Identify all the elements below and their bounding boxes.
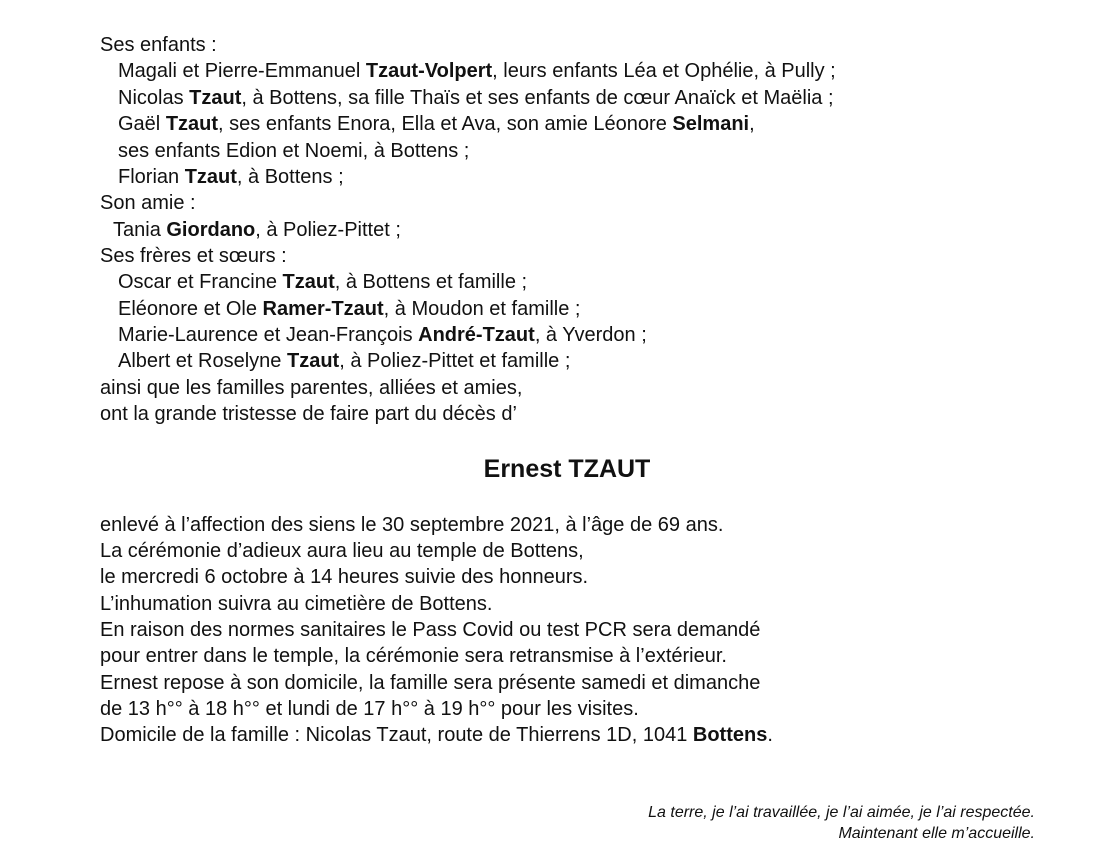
sibling-line (118, 322, 647, 348)
text: Tania (113, 219, 167, 241)
epitaph-line: Maintenant elle m’accueille. (838, 825, 1035, 842)
child-line (118, 58, 836, 84)
detail-line: enlevé à l’affection des siens le 30 septembre 2021, à l’âge de 69 ans. (100, 514, 724, 536)
detail-line: de 13 h°° à 18 h°° et lundi de 17 h°° à 19 h°° pour les visites. (100, 698, 639, 720)
sibling-line (118, 269, 527, 295)
text: Gaël (118, 113, 166, 135)
text: Eléonore et Ole (118, 298, 263, 320)
surname: Selmani (672, 113, 750, 135)
text: Florian (118, 166, 185, 188)
child-line (118, 164, 344, 190)
text: , à Bottens, sa fille Thaïs et ses enfants de cœur Anaïck et Maëlia ; (241, 87, 834, 109)
epitaph-line: La terre, je l’ai travaillée, je l’ai aimée, je l’ai respectée. (648, 804, 1035, 821)
text: Nicolas (118, 87, 190, 109)
surname: Ramer-Tzaut (262, 298, 384, 320)
child-line (118, 111, 755, 137)
surname: Tzaut (189, 87, 242, 109)
text: Oscar et Francine (118, 271, 283, 293)
text: , à Poliez-Pittet et famille ; (339, 350, 571, 372)
address-city: Bottens (692, 724, 768, 746)
closing-line: ont la grande tristesse de faire part du décès d’ (100, 403, 517, 425)
surname: Tzaut (282, 271, 335, 293)
text: , leurs enfants Léa et Ophélie, à Pully ; (492, 60, 836, 82)
text: Domicile de la famille : Nicolas Tzaut, route de Thierrens 1D, 1041 (100, 724, 693, 746)
text: . (767, 724, 773, 746)
detail-line: le mercredi 6 octobre à 14 heures suivie des honneurs. (100, 566, 589, 588)
sibling-line (118, 296, 580, 322)
text: , (749, 113, 755, 135)
friend-heading: Son amie : (100, 192, 196, 214)
surname: Tzaut (165, 113, 219, 135)
siblings-heading: Ses frères et sœurs : (100, 245, 287, 267)
text: , à Moudon et famille ; (383, 298, 581, 320)
detail-line: En raison des normes sanitaires le Pass Covid ou test PCR sera demandé (100, 619, 761, 641)
text: Albert et Roselyne (118, 350, 287, 372)
text: Marie-Laurence et Jean-François (118, 324, 419, 346)
detail-line: L’inhumation suivra au cimetière de Bottens. (100, 593, 493, 615)
closing-line: ainsi que les familles parentes, alliées et amies, (100, 377, 523, 399)
surname: Tzaut (286, 350, 340, 372)
text: , à Yverdon ; (534, 324, 647, 346)
text: Magali et Pierre-Emmanuel (118, 60, 366, 82)
text: , ses enfants Enora, Ella et Ava, son amie Léonore (218, 113, 673, 135)
family-address (100, 722, 773, 748)
detail-line: pour entrer dans le temple, la cérémonie sera retransmise à l’extérieur. (100, 645, 727, 667)
surname: Tzaut-Volpert (365, 60, 493, 82)
text: , à Bottens et famille ; (334, 271, 528, 293)
detail-line: Ernest repose à son domicile, la famille sera présente samedi et dimanche (100, 672, 761, 694)
text: , à Poliez-Pittet ; (255, 219, 401, 241)
text: , à Bottens ; (236, 166, 344, 188)
surname: Tzaut (184, 166, 237, 188)
children-heading: Ses enfants : (100, 34, 217, 56)
friend-line (113, 217, 401, 243)
text: ses enfants Edion et Noemi, à Bottens ; (118, 140, 470, 162)
sibling-line (118, 348, 570, 374)
surname: André-Tzaut (418, 324, 535, 346)
detail-line: La cérémonie d’adieux aura lieu au temple de Bottens, (100, 540, 584, 562)
child-line (118, 138, 469, 164)
child-line (118, 85, 834, 111)
deceased-name: Ernest TZAUT (483, 455, 651, 483)
surname: Giordano (166, 219, 256, 241)
